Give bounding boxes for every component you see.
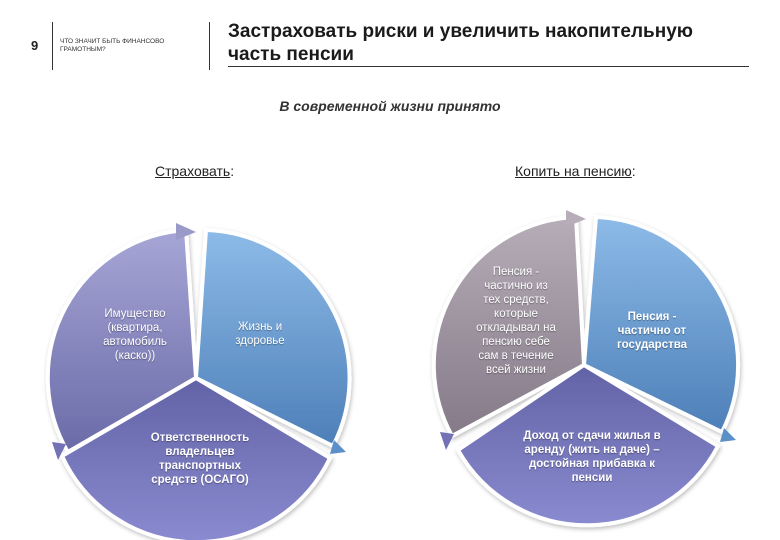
- pension-heading-colon: :: [631, 163, 636, 179]
- lead-text: В современной жизни принято: [279, 98, 501, 114]
- label-property: Имущество (квартира, автомобиль (каско)): [103, 308, 167, 362]
- label-self: Пенсия - частично из тех средств, которые откладывал на пенсию себе сам в течение всей жизни: [476, 266, 556, 376]
- section-subtitle: ЧТО ЗНАЧИТ БЫТЬ ФИНАНСОВО ГРАМОТНЫМ?: [60, 38, 165, 53]
- arrow-tip-bottom-right: [440, 432, 454, 450]
- insure-heading-colon: :: [230, 163, 235, 179]
- slide-title: Застраховать риски и увеличить накопительную часть пенсии: [228, 21, 693, 65]
- page-number: 9: [31, 38, 39, 53]
- pension-heading-text: Копить на пенсию: [515, 163, 632, 179]
- label-state: Пенсия - частично от государства: [616, 311, 688, 351]
- insure-cycle: [48, 230, 350, 540]
- label-rent: Доход от сдачи жилья в аренду (жить на даче) – достойная прибавка к пенсии: [523, 430, 661, 484]
- insure-heading-text: Страховать: [155, 163, 231, 179]
- label-life: Жизнь и здоровье: [235, 321, 285, 347]
- label-liability: Ответственность владельцев транспортных средств (ОСАГО): [150, 432, 250, 486]
